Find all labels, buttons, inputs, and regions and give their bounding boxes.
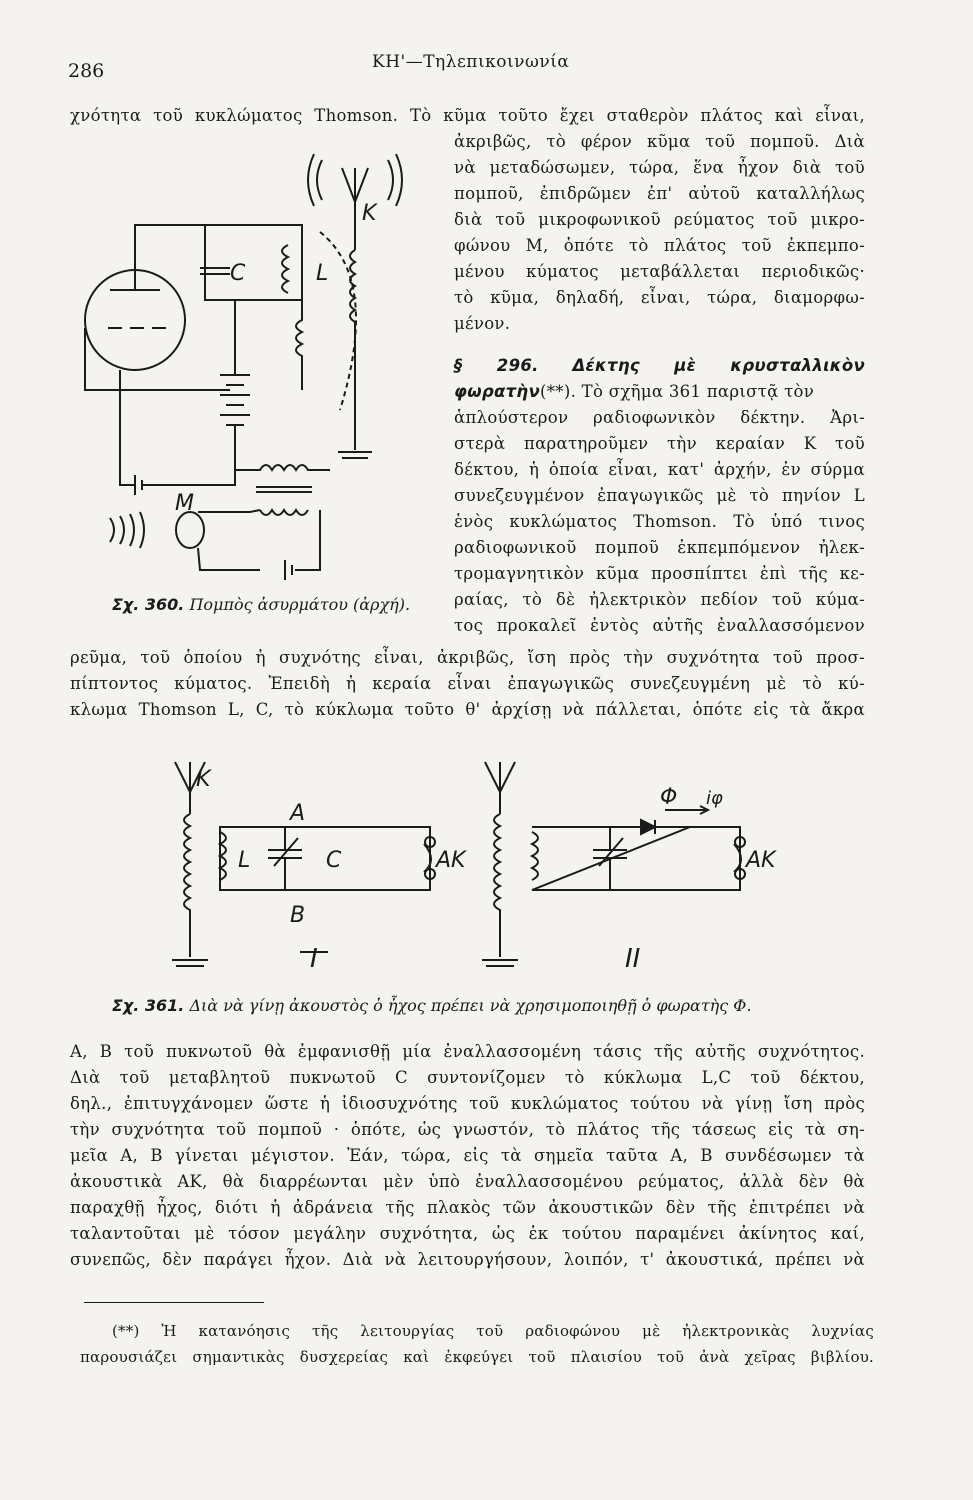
section-heading: [454, 356, 865, 375]
footnote-line: παρουσιάζει σημαντικὰς δυσχερείας καὶ ἐκφεύγει τοῦ πλαισίου τοῦ ἀνὰ χεῖρας βιβλίου.: [80, 1348, 874, 1366]
text-line: μένου κύματος μεταβάλλεται περιοδικῶς·: [454, 262, 865, 281]
text-line: τὴν συχνότητα τοῦ πομποῦ · ὁπότε, ὡς γνωστόν, τὸ πλάτος τῆς τάσεως εἰς τὰ ση-: [70, 1120, 865, 1139]
antenna-icon: [485, 762, 515, 814]
filament-battery: [120, 370, 235, 495]
transformer-core: [256, 487, 312, 492]
text-line: κλωμα Thomson L, C, τὸ κύκλωμα τοῦτο θ' ἀρχίσῃ νὰ πάλλεται, ὁπότε εἰς τὰ ἄκρα: [70, 700, 865, 719]
tuned-circuit: [220, 827, 430, 890]
label-i-phi: iφ: [706, 788, 723, 809]
text-line: ραδιοφωνικοῦ πομποῦ ἐκπεμπόμενον ἠλεκ-: [454, 538, 865, 557]
text-line: Διὰ τοῦ μεταβλητοῦ πυκνωτοῦ C συντονίζομεν τὸ κύκλωμα L,C τοῦ δέκτου,: [70, 1068, 865, 1087]
footnote-line: (**) Ἡ κατανόησις τῆς λειτουργίας τοῦ ραδιοφώνου μὲ ἠλεκτρονικὰς λυχνίας: [112, 1322, 874, 1340]
section-heading-cont: [454, 382, 814, 401]
antenna-coil: [184, 814, 190, 957]
text-line: δέκτου, ἡ ὁποία εἶναι, κατ' ἀρχήν, ἐν σύρμα: [454, 460, 865, 479]
figure-360-caption: [112, 595, 410, 614]
page-number: 286: [68, 60, 105, 82]
text-line: φώνου Μ, ὁπότε τὸ πλάτος τοῦ ἐκπεμπο-: [454, 236, 865, 255]
text-line: διὰ τοῦ μικροφωνικοῦ ρεύματος τοῦ μικρο-: [454, 210, 865, 229]
running-title: ΚΗ'—Τηλεπικοινωνία: [372, 52, 570, 72]
label-II: II: [625, 944, 641, 974]
ground-icon: [172, 960, 208, 966]
label-M: M: [175, 491, 194, 516]
battery-stack: [220, 355, 250, 470]
text-line: ραίας, τὸ δὲ ἠλεκτρικὸν πεδίον τοῦ κύμα-: [454, 590, 865, 609]
ground-icon: [338, 452, 372, 458]
ground-icon: [482, 960, 518, 966]
crystal-detector-icon: [641, 820, 655, 834]
text-line: τὸ κῦμα, δηλαδή, εἶναι, τώρα, διαμορφω-: [454, 288, 865, 307]
section-number: § 296.: [454, 356, 539, 375]
section-title-cont: φωρατὴν: [454, 382, 541, 401]
label-AK: AK: [436, 848, 466, 873]
wire: [135, 225, 245, 270]
text-line: δηλ., ἐπιτυγχάνομεν ὥστε ἡ ἰδιοσυχνότης τοῦ κυκλώματος τούτου νὰ γίνῃ ἴση πρὸς: [70, 1094, 865, 1113]
footnote-ref: (**): [540, 382, 571, 401]
label-L: L: [238, 848, 251, 873]
text-line: παραχθῇ ἦχος, διότι ἡ ἀδράνεια τῆς πλακὸς τῶν ἀκουστικῶν δὲν τῆς ἐπιτρέπει νὰ: [70, 1198, 865, 1217]
text-line: συνεπῶς, δὲν παράγει ἦχον. Διὰ νὰ λειτουργήσουν, λοιπόν, τ' ἀκουστικά, πρέπει νὰ: [70, 1250, 865, 1269]
microphone-icon: [176, 512, 204, 548]
text-line: ρεῦμα, τοῦ ὁποίου ἡ συχνότης εἶναι, ἀκριβῶς, ἴση πρὸς τὴν συχνότητα τοῦ προσ-: [70, 648, 865, 667]
microphone-circuit: [198, 510, 320, 580]
radiation-arc: [396, 154, 402, 206]
figure-361-caption: [112, 996, 752, 1015]
label-A: A: [290, 801, 306, 826]
figure-360-transmitter-diagram: [80, 140, 450, 600]
label-AK: AK: [746, 848, 776, 873]
radiation-arc: [317, 160, 322, 200]
tuned-circuit: [532, 827, 740, 890]
radiation-arc: [308, 154, 314, 206]
label-K: K: [196, 767, 211, 792]
caption-text: Πομπὸς ἀσυρμάτου (ἀρχή).: [189, 595, 411, 614]
text-line: ταλαντοῦται μὲ τόσον μεγάλην συχνότητα, ὡς ἐκ τούτου παραμένει ἀκίνητος καί,: [70, 1224, 865, 1243]
transformer-primary: [235, 465, 330, 470]
grid-coil: [235, 300, 302, 390]
label-L: L: [316, 261, 329, 286]
caption-label: Σχ. 360.: [112, 595, 185, 614]
text-line: τρομαγνητικὸν κῦμα προσπίπτει ἐπὶ τῆς κε-: [454, 564, 865, 583]
text-line: στερὰ παρατηροῦμεν τὴν κεραίαν Κ τοῦ: [454, 434, 865, 453]
text-line: τος προκαλεῖ ἐντὸς αὐτῆς ἐναλλασσόμενον: [454, 616, 865, 635]
text-line: συνεζευγμένον ἐπαγωγικῶς μὲ τὸ πηνίον L: [454, 486, 865, 505]
label-I: I: [310, 944, 318, 974]
text-line: πίπτοντος κύματος. Ἐπειδὴ ἡ κεραία εἶναι ἐπαγωγικῶς συνεζευγμένη μὲ τὸ κύ-: [70, 674, 865, 693]
text-line: πομποῦ, ἐπιδρῶμεν ἐπ' αὐτοῦ καταλλήλως: [454, 184, 865, 203]
text-line: χνότητα τοῦ κυκλώματος Thomson. Τὸ κῦμα τοῦτο ἔχει σταθερὸν πλάτος καὶ εἶναι,: [70, 106, 865, 125]
text-line: ἑνὸς κυκλώματος Thomson. Τὸ ὑπό τινος: [454, 512, 865, 531]
label-C: C: [326, 848, 342, 873]
text-line: μένον.: [454, 314, 511, 333]
text-line: μεῖα Α, Β γίνεται μέγιστον. Ἐάν, τώρα, εἰς τὰ σημεῖα ταῦτα Α, Β συνδέσωμεν τὰ: [70, 1146, 865, 1165]
tank-circuit: [205, 225, 302, 300]
text-line: νὰ μεταδώσωμεν, τώρα, ἕνα ἦχον διὰ τοῦ: [454, 158, 865, 177]
text-line: Α, Β τοῦ πυκνωτοῦ θὰ ἐμφανισθῇ μία ἐναλλασσομένη τάσις τῆς αὐτῆς συχνότητος.: [70, 1042, 865, 1061]
text-line: ἁπλούστερον ραδιοφωνικὸν δέκτην. Ἀρι-: [454, 408, 865, 427]
transformer-secondary: [260, 510, 308, 515]
coil-L: [532, 832, 538, 880]
variable-capacitor: [593, 827, 627, 890]
text-line: ἀκριβῶς, τὸ φέρον κῦμα τοῦ πομποῦ. Διὰ: [454, 132, 865, 151]
label-K: K: [362, 201, 377, 226]
footnote-separator: [84, 1302, 264, 1303]
sound-waves-icon: [110, 512, 144, 548]
label-phi: Φ: [660, 785, 678, 810]
label-B: B: [290, 903, 306, 928]
figure-361-receiver-diagram: [160, 752, 800, 982]
caption-label: Σχ. 361.: [112, 996, 185, 1015]
section-title: Δέκτης μὲ κρυσταλλικὸν: [572, 356, 865, 375]
coil-L: [282, 245, 288, 293]
wire: [85, 328, 230, 390]
text-line: . Τὸ σχῆμα 361 παριστᾷ τὸν: [570, 382, 815, 401]
variable-capacitor: [268, 827, 302, 890]
label-C: C: [230, 261, 246, 286]
radiation-arc: [388, 160, 393, 200]
antenna-coil: [494, 814, 500, 957]
caption-text: Διὰ νὰ γίνῃ ἀκουστὸς ὁ ἦχος πρέπει νὰ χρησιμοποιηθῇ ὁ φωρατὴς Φ.: [189, 996, 752, 1015]
text-line: ἀκουστικὰ ΑΚ, θὰ διαρρέωνται μὲν ὑπὸ ἐναλλασσομένου ρεύματος, ἀλλὰ δὲν θὰ: [70, 1172, 865, 1191]
